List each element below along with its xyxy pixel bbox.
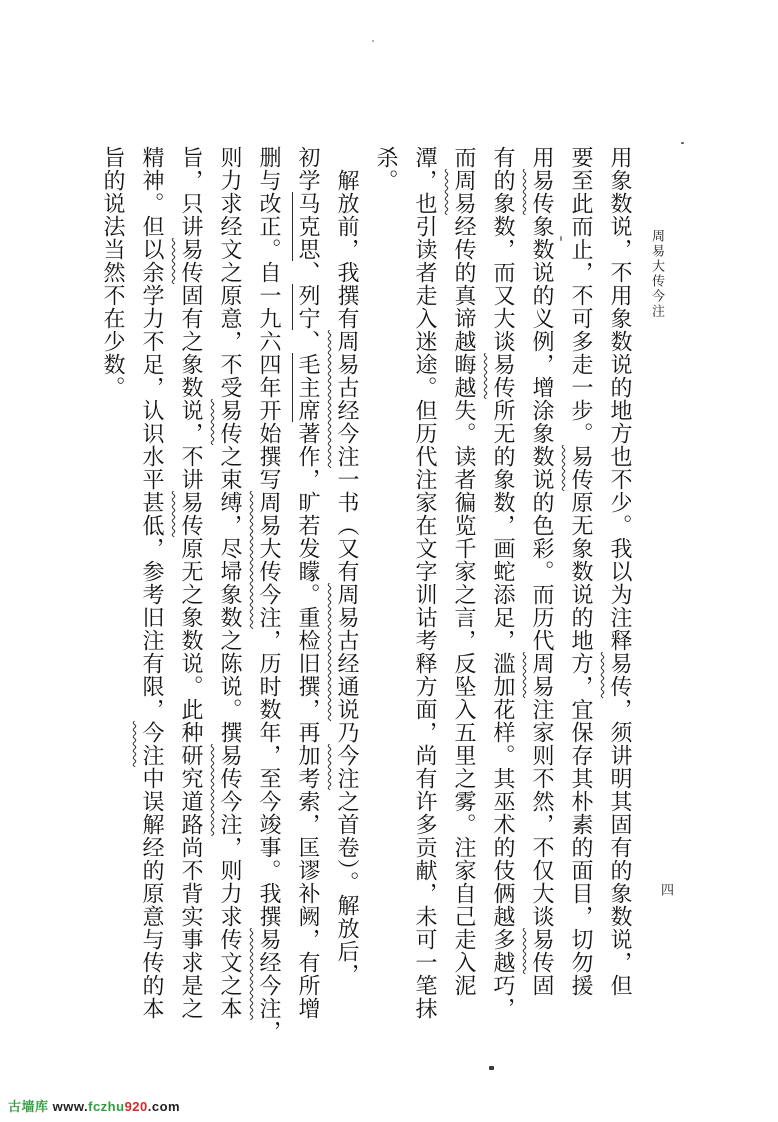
text-run: 有的象数，而又大谈 — [491, 146, 516, 353]
book-title-marked-text: 易传 — [608, 652, 633, 698]
text-run: 中误解经的原意与传的本 — [140, 767, 165, 1020]
book-title-marked-text: 易传今注 — [218, 744, 243, 836]
text-run: 、 — [296, 330, 321, 353]
text-run: 旨，只讲 — [179, 146, 204, 238]
text-column-2 — [562, 146, 601, 1048]
text-run: 而 — [452, 146, 477, 169]
book-title-marked-text: 易经今注 — [257, 928, 282, 1020]
text-run: ，须讲明其固有的象数说，但 — [608, 698, 633, 997]
text-run: 之束缚，尽埽象数之陈说。撰 — [218, 445, 243, 744]
book-title-marked-text: 易传 — [179, 491, 204, 537]
watermark-site-name: 古墙库 — [8, 1099, 49, 1114]
text-column-13 — [133, 146, 172, 1048]
text-column-8 — [328, 146, 367, 1048]
text-run: 解放前，我撰有 — [335, 169, 360, 330]
text-column-14 — [94, 146, 133, 1048]
text-run: 初学 — [296, 146, 321, 192]
watermark — [8, 1096, 180, 1115]
book-title-marked-text: 易传 — [569, 445, 594, 491]
text-run: 一书（又有 — [335, 468, 360, 583]
book-title-marked-text: 周易大传今注 — [257, 491, 282, 629]
scan-speck — [489, 1066, 494, 1070]
text-run: 潭，也引读者走入迷途。但历代注家在文字训诂考释方面，尚有许多贡献，未可一笔抹 — [413, 146, 438, 1020]
text-column-5 — [445, 146, 484, 1048]
text-column-3 — [523, 146, 562, 1048]
text-run: ， — [257, 1020, 282, 1043]
text-run: 原无象数说的地方，宜保存其朴素的面目，切勿援 — [569, 491, 594, 997]
proper-noun-marked-text: 毛主席 — [296, 353, 321, 422]
text-run: ，则力求传文之本 — [218, 836, 243, 1020]
book-title-marked-text: 易传 — [491, 353, 516, 399]
text-run: 用 — [530, 146, 555, 169]
book-title-marked-text: 易传 — [530, 928, 555, 974]
text-run: 杀。 — [374, 146, 399, 192]
text-run: 旨的说法当然不在少数。 — [101, 146, 126, 399]
text-block — [94, 146, 640, 1048]
text-column-6 — [406, 146, 445, 1048]
text-run: 所无的象数，画蛇添足，滥加花样。其巫术的伎俩越多越巧， — [491, 399, 516, 1020]
text-run: 固 — [530, 974, 555, 997]
text-run: 经传的真谛越晦越失。读者徧览千家之言，反坠入五里之雾。注家自己走入泥 — [452, 215, 477, 997]
book-title-marked-text: 易传 — [218, 399, 243, 445]
book-title-marked-text: 今注 — [140, 721, 165, 767]
proper-noun-marked-text: 马克思 — [296, 192, 321, 261]
text-column-4 — [484, 146, 523, 1048]
text-run: 固有之象数说，不讲 — [179, 284, 204, 491]
book-title-marked-text: 今注 — [335, 744, 360, 790]
text-column-10 — [250, 146, 289, 1048]
text-column-7 — [367, 146, 406, 1048]
book-title-marked-text: 易传 — [179, 238, 204, 284]
book-title-marked-text: 周易 — [452, 169, 477, 215]
text-run: 要至此而止，不可多走一步。 — [569, 146, 594, 445]
scan-speck — [372, 40, 374, 42]
scan-speck — [560, 236, 562, 241]
text-run: 注家则不然，不仅大谈 — [530, 698, 555, 928]
text-run: 精神。但以余学力不足，认识水平甚低，参考旧注有限， — [140, 146, 165, 721]
text-run: 之首卷）。解放后， — [335, 790, 360, 986]
text-run: 象数说的义例，增涂象数说的色彩。而历代 — [530, 215, 555, 652]
text-column-11 — [211, 146, 250, 1048]
proper-noun-marked-text: 列宁 — [296, 284, 321, 330]
text-run: 著作，旷若发矇。重检旧撰，再加考索，匡谬补阙，有所增 — [296, 422, 321, 1020]
watermark-url-green: fczhu — [88, 1099, 125, 1114]
text-run: 乃 — [335, 721, 360, 744]
watermark-url-red: 920 — [124, 1099, 148, 1114]
text-run: ，历时数年，至今竣事。我撰 — [257, 629, 282, 928]
book-title-marked-text: 周易 — [530, 652, 555, 698]
text-run: 原无之象数说。此种研究道路尚不背实事求是之 — [179, 537, 204, 1020]
text-run: 、 — [296, 261, 321, 284]
watermark-url-suffix: .com — [147, 1099, 181, 1114]
text-column-9 — [289, 146, 328, 1048]
text-run: 删与改正。自一九六四年开始撰写 — [257, 146, 282, 491]
text-run: 则力求经文之原意，不受 — [218, 146, 243, 399]
text-column-12 — [172, 146, 211, 1048]
book-title-marked-text: 周易古经通说 — [335, 583, 360, 721]
text-column-1 — [601, 146, 640, 1048]
text-run: 用象数说，不用象数说的地方也不少。我以为注释 — [608, 146, 633, 652]
watermark-url-www: www. — [52, 1099, 89, 1114]
book-title-marked-text: 周易古经今注 — [335, 330, 360, 468]
scan-speck — [681, 142, 684, 144]
page-number: 四 — [659, 883, 674, 896]
book-title-marked-text: 易传 — [530, 169, 555, 215]
running-title: 周易大传今注 — [650, 229, 665, 319]
